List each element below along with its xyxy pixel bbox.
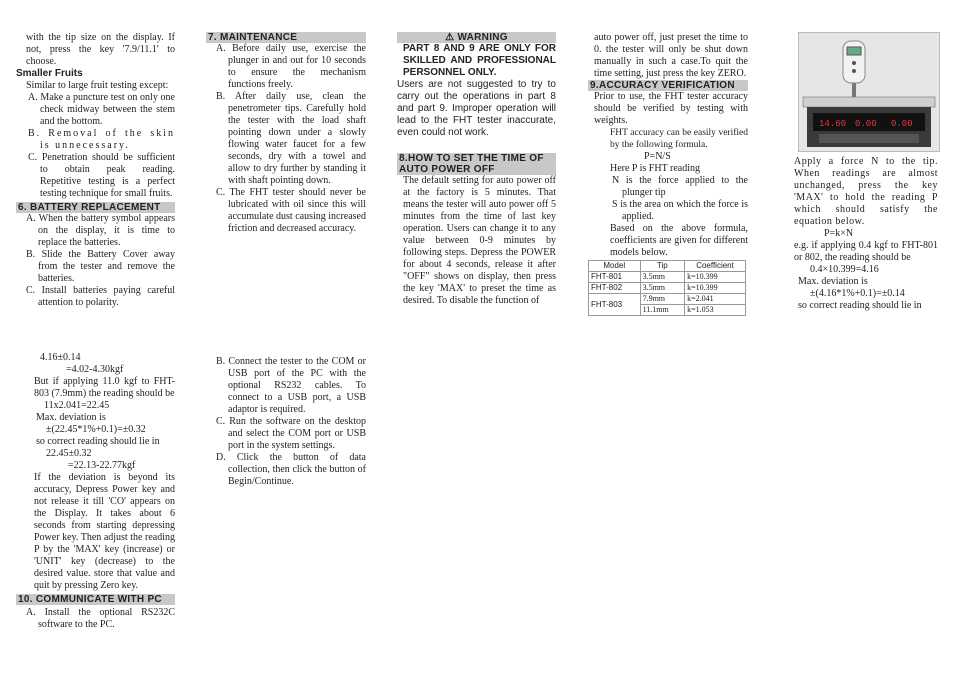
n-is: N is the force applied to the plunger tip	[612, 175, 748, 198]
accuracy-title: 9.ACCURACY VERIFICATION	[588, 80, 748, 91]
range-1: 4.16±0.14	[40, 352, 81, 363]
col3	[397, 32, 556, 307]
calc-2: 11x2.041=22.45	[44, 400, 110, 411]
comm-item-c: C. Run the software on the desktop and select the COM port or USB port in the system settings.	[216, 416, 366, 451]
apply-text: Apply a force N to the tip. When readings are almost unchanged, press the key 'MAX' to hold the reading P which should satisfy the equation below.	[794, 156, 938, 227]
based-text: Based on the above formula, coefficients are given for different models below.	[610, 223, 748, 258]
maint-item-c: C. The FHT tester should never be lubricated with oil since this will accumulate dust causing increased friction and decreased accuracy.	[216, 187, 366, 234]
table-row: FHT-802 3.5mm k=10.399	[589, 283, 746, 294]
s-is: S is the area on which the force is applied.	[612, 199, 748, 222]
display-value-3: 0.00	[891, 119, 913, 129]
max-dev-value-2: ±(22.45*1%+0.1)=±0.32	[46, 424, 146, 435]
warning-title: ⚠ WARNING	[397, 32, 556, 43]
calc-text: 0.4×10.399=4.16	[810, 264, 879, 275]
table-header-model: Model	[589, 261, 641, 272]
correct-reading-2: so correct reading should lie in	[36, 436, 160, 447]
max-dev-value: ±(4.16*1%+0.1)=±0.14	[810, 288, 905, 299]
max-dev-label-2: Max. deviation is	[36, 412, 106, 423]
fruits-item-b: B. Removal of the skin is unnecessary.	[28, 128, 175, 151]
but-applying-text: But if applying 11.0 kgf to FHT-803 (7.9mm) the reading should be	[34, 376, 175, 399]
warning-icon: ⚠	[445, 32, 455, 43]
formula: P=N/S	[644, 151, 671, 162]
warning-body: PART 8 AND 9 ARE ONLY FOR SKILLED AND PROFESSIONAL PERSONNEL ONLY.	[403, 43, 556, 78]
table-row: 11.1mm k=1.053	[589, 305, 746, 316]
here-p: Here P is FHT reading	[610, 163, 700, 174]
display-value-1: 14.60	[819, 119, 847, 129]
deviation-text: If the deviation is beyond its accuracy, Depress Power key and not release it till 'CO' appears on the Display. It takes about 6 seconds from starting depressing Power key. Then adjust the reading P by the 'MAX' key (increase) or 'UNIT' key (decrease) to the desired value. store that value and quit by pressing Zero key.	[34, 472, 175, 591]
battery-item-b: B. Slide the Battery Cover away from the tester and remove the batteries.	[26, 249, 175, 284]
display-value-2: 0.00	[855, 119, 877, 129]
comm-item-d: D. Click the button of data collection, then click the button of Begin/Continue.	[216, 452, 366, 487]
fruits-item-a: A. Make a puncture test on only one check midway between the stem and the bottom.	[28, 92, 175, 127]
comm-item-a: A. Install the optional RS232C software to the PC.	[26, 607, 175, 630]
range-4: =22.13-22.77kgf	[68, 460, 136, 471]
smaller-fruits-intro: Similar to large fruit testing except:	[26, 80, 169, 91]
maint-item-b: B. After daily use, clean the penetrometer tips. Carefully hold the tester with the load shaft pointing down under a slowly flowing water faucet for a few seconds, dry with a towel and allow to dry further by standing it with shaft pointing down.	[216, 91, 366, 186]
battery-item-a: A. When the battery symbol appears on the display, it is time to replace the batteries.	[26, 213, 175, 248]
comm-item-b: B. Connect the tester to the COM or USB port of the PC with the optional RS232 cables. To connect to a USB port, a USB adaptor is required.	[216, 356, 366, 415]
maintenance-title: 7. MAINTENANCE	[206, 32, 366, 43]
fruits-item-c: C. Penetration should be sufficient to obtain peak reading. Repetitive testing is a perfect testing technique for small fruits.	[28, 152, 175, 199]
table-row: FHT-803 7.9mm k=2.041	[589, 294, 746, 305]
col7	[206, 356, 366, 488]
col1-intro: with the tip size on the display. If not, press the key '7.9/11.1' to choose.	[26, 32, 175, 67]
col4	[588, 32, 748, 316]
max-dev-label: Max. deviation is	[798, 276, 868, 287]
col1	[16, 32, 175, 309]
correct-reading-text: so correct reading should lie in	[798, 300, 922, 311]
time-body: The default setting for auto power off at the factory is 5 minutes. That means the tester will auto power off 5 minutes from the time of last key operation. Users can change it to any value between 0-9 minutes by following steps. Depress the POWER for about 4 seconds, release it after "OFF" shows on display, then press the key 'MAX' to preset the time as desired. To disable the function of	[403, 175, 556, 306]
tester-on-scale-image	[799, 33, 939, 151]
battery-item-c: C. Install batteries paying careful attention to polarity.	[26, 285, 175, 308]
col5	[794, 156, 938, 312]
time-title: 8.HOW TO SET THE TIME OF AUTO POWER OFF	[397, 153, 556, 175]
tester-photo	[798, 32, 940, 152]
accuracy-body: Prior to use, the FHT tester accuracy should be verified by testing with weights.	[594, 91, 748, 126]
communicate-title: 10. COMMUNICATE WITH PC	[16, 594, 175, 605]
formula-intro: FHT accuracy can be easily verified by the following formula.	[610, 128, 748, 150]
smaller-fruits-title: Smaller Fruits	[16, 68, 83, 79]
coefficient-table	[588, 260, 746, 316]
maint-item-a: A. Before daily use, exercise the plunger in and out for 10 seconds to ensure the mechanism functions freely.	[216, 43, 366, 90]
range-3: 22.45±0.32	[46, 448, 92, 459]
table-header-coef: Coefficient	[685, 261, 746, 272]
table-header-tip: Tip	[640, 261, 684, 272]
warning-note: Users are not suggested to try to carry out the operations in part 8 and part 9. Improper operation will lead to the FHT tester inaccurate, even could not work.	[397, 79, 556, 138]
auto-off-cont: auto power off, just preset the time to 0. the tester will only be shut down manually in such a case.To quit the time setting, just press the key ZERO.	[594, 32, 748, 79]
example-text: e.g. if applying 0.4 kgf to FHT-801 or 802, the reading should be	[794, 240, 938, 263]
range-2: =4.02-4.30kgf	[66, 364, 124, 375]
col6	[16, 352, 175, 631]
col2	[206, 32, 366, 235]
equation: P=k×N	[824, 228, 854, 239]
battery-title: 6. BATTERY REPLACEMENT	[16, 202, 175, 213]
table-row: FHT-801 3.5mm k=10.399	[589, 272, 746, 283]
